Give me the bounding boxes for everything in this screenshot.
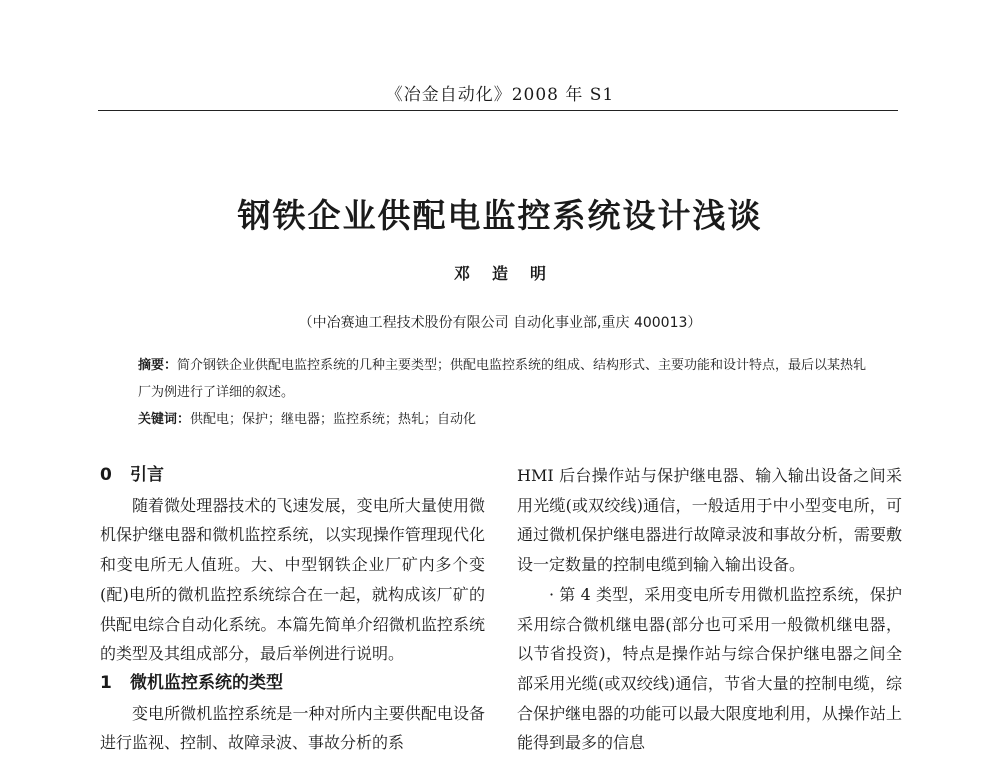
left-column xyxy=(100,461,485,758)
section-title: 微机监控系统的类型 xyxy=(130,672,283,693)
article-title: 钢铁企业供配电监控系统设计浅谈 xyxy=(237,196,763,235)
section-heading-types xyxy=(100,669,485,699)
article-affiliation: （中冶赛迪工程技术股份有限公司 自动化事业部,重庆 400013） xyxy=(298,315,702,331)
section-number: 0 xyxy=(100,465,112,485)
abstract-text: 简介钢铁企业供配电监控系统的几种主要类型；供配电监控系统的组成、结构形式、主要功能和设计特点，最后以某热轧厂为例进行了详细的叙述。 xyxy=(138,358,867,400)
paragraph: HMI 后台操作站与保护继电器、输入输出设备之间采用光缆(或双绞线)通信，一般适用于中小型变电所，可通过微机保护继电器进行故障录波和事故分析，需要敷设一定数量的控制电缆到输入输出设备。 xyxy=(517,466,902,575)
section-title: 引言 xyxy=(130,465,164,485)
section-heading-introduction xyxy=(100,461,485,491)
right-column xyxy=(517,461,902,758)
keywords xyxy=(138,406,878,433)
article-author: 邓造明 xyxy=(453,264,568,283)
paragraph: 随着微处理器技术的飞速发展，变电所大量使用微机保护继电器和微机监控系统，以实现操作管理现代化和变电所无人值班。大、中型钢铁企业厂矿内多个变(配)电所的微机监控系统综合在一起，就构成该厂矿的供配电综合自动化系统。本篇先简单介绍微机监控系统的类型及其组成部分，最后举例进行说明。 xyxy=(100,495,485,664)
section-number: 1 xyxy=(100,672,112,693)
keywords-text: 供配电；保护；继电器；监控系统；热轧；自动化 xyxy=(190,412,477,427)
header-rule xyxy=(98,110,898,111)
paragraph: · 第 4 类型，采用变电所专用微机监控系统，保护采用综合微机继电器(部分也可采用一般微机继电器，以节省投资)，特点是操作站与综合保护继电器之间全部采用光缆(或双绞线)通信，节省大量的控制电缆，综合保护继电器的功能可以最大限度地利用，从操作站上能得到最多的信息 xyxy=(517,584,902,753)
keywords-label: 关键词： xyxy=(138,412,191,427)
abstract-block xyxy=(138,352,878,433)
paragraph: 变电所微机监控系统是一种对所内主要供配电设备进行监视、控制、故障录波、事故分析的系 xyxy=(100,703,485,753)
journal-header: 《冶金自动化》2008 年 S1 xyxy=(385,85,615,105)
abstract-label: 摘要： xyxy=(138,358,178,373)
abstract xyxy=(138,352,878,406)
